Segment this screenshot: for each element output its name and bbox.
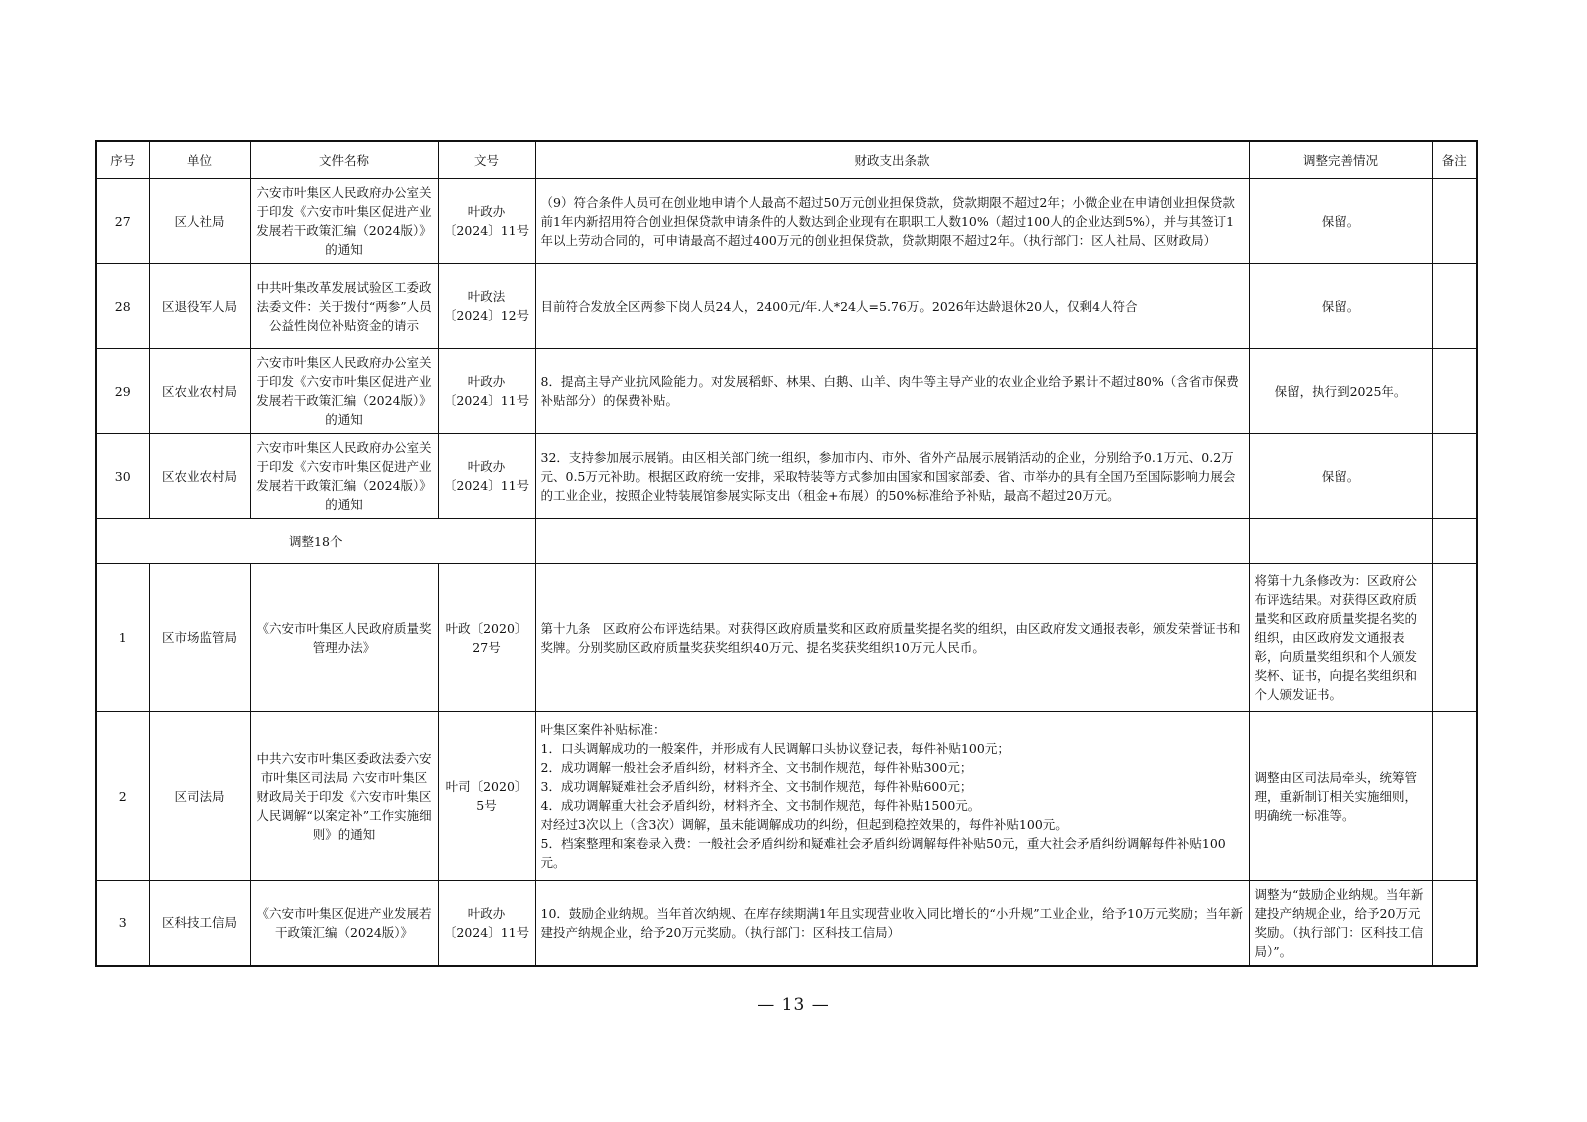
row-index: 27 — [96, 179, 149, 264]
row-doc-name: 《六安市叶集区人民政府质量奖管理办法》 — [250, 564, 438, 712]
table-row — [96, 434, 1477, 519]
row-unit: 区司法局 — [149, 712, 250, 881]
row-unit: 区人社局 — [149, 179, 250, 264]
row-index: 28 — [96, 264, 149, 349]
row-unit: 区农业农村局 — [149, 434, 250, 519]
row-clause: （9）符合条件人员可在创业地申请个人最高不超过50万元创业担保贷款，贷款期限不超过2年；小微企业在申请创业担保贷款前1年内新招用符合创业担保贷款申请条件的人数达到企业现有在职职工人数10%（超过100人的企业达到5%），并与其签订1年以上劳动合同的，可申请最高不超过400万元的创业担保贷款，贷款期限不超过2年。（执行部门：区人社局、区财政局） — [535, 179, 1249, 264]
section-empty-adjustment — [1249, 519, 1432, 564]
row-remark — [1432, 881, 1477, 966]
row-adjustment: 调整为“鼓励企业纳规。当年新建投产纳规企业，给予20万元奖励。（执行部门：区科技工信局）”。 — [1249, 881, 1432, 966]
header-adjustment: 调整完善情况 — [1249, 141, 1432, 179]
header-clause: 财政支出条款 — [535, 141, 1249, 179]
section-empty-clause — [535, 519, 1249, 564]
row-doc-no: 叶政办〔2024〕11号 — [438, 349, 535, 434]
row-remark — [1432, 434, 1477, 519]
row-remark — [1432, 564, 1477, 712]
section-empty-remark — [1432, 519, 1477, 564]
row-clause: 第十九条 区政府公布评选结果。对获得区政府质量奖和区政府质量奖提名奖的组织，由区政府发文通报表彰，颁发荣誉证书和奖牌。分别奖励区政府质量奖获奖组织40万元、提名奖获奖组织10万元人民币。 — [535, 564, 1249, 712]
row-doc-name: 《六安市叶集区促进产业发展若干政策汇编（2024版）》 — [250, 881, 438, 966]
row-doc-no: 叶政法〔2024〕12号 — [438, 264, 535, 349]
row-doc-no: 叶政办〔2024〕11号 — [438, 881, 535, 966]
table-row — [96, 564, 1477, 712]
row-index: 29 — [96, 349, 149, 434]
row-index: 2 — [96, 712, 149, 881]
row-adjustment: 保留。 — [1249, 434, 1432, 519]
row-clause: 32．支持参加展示展销。由区相关部门统一组织，参加市内、市外、省外产品展示展销活动的企业，分别给予0.1万元、0.2万元、0.5万元补助。根据区政府统一安排，采取特装等方式参加由国家和国家部委、省、市举办的具有全国乃至国际影响力展会的工业企业，按照企业特装展馆参展实际支出（租金+布展）的50%标准给予补贴，最高不超过20万元。 — [535, 434, 1249, 519]
row-clause: 8．提高主导产业抗风险能力。对发展稻虾、林果、白鹅、山羊、肉牛等主导产业的农业企业给予累计不超过80%（含省市保费补贴部分）的保费补贴。 — [535, 349, 1249, 434]
row-doc-name: 中共六安市叶集区委政法委六安市叶集区司法局 六安市叶集区财政局关于印发《六安市叶集区人民调解“以案定补”工作实施细则》的通知 — [250, 712, 438, 881]
row-adjustment: 将第十九条修改为：区政府公布评选结果。对获得区政府质量奖和区政府质量奖提名奖的组织，由区政府发文通报表彰，向质量奖组织和个人颁发奖杯、证书，向提名奖组织和个人颁发证书。 — [1249, 564, 1432, 712]
row-adjustment: 保留，执行到2025年。 — [1249, 349, 1432, 434]
header-doc-no: 文号 — [438, 141, 535, 179]
row-index: 3 — [96, 881, 149, 966]
section-row — [96, 519, 1477, 564]
row-doc-name: 中共叶集改革发展试验区工委政法委文件：关于拨付“两参”人员公益性岗位补贴资金的请示 — [250, 264, 438, 349]
row-doc-name: 六安市叶集区人民政府办公室关于印发《六安市叶集区促进产业发展若干政策汇编（2024版）》的通知 — [250, 349, 438, 434]
row-adjustment: 保留。 — [1249, 179, 1432, 264]
row-unit: 区退役军人局 — [149, 264, 250, 349]
row-unit: 区市场监管局 — [149, 564, 250, 712]
row-clause: 叶集区案件补贴标准： 1．口头调解成功的一般案件，并形成有人民调解口头协议登记表，每件补贴100元； 2．成功调解一般社会矛盾纠纷，材料齐全、文书制作规范，每件补贴300元； 3．成功调解疑难社会矛盾纠纷，材料齐全、文书制作规范，每件补贴600元； 4．成功调解重大社会矛盾纠纷，材料齐全、文书制作规范，每件补贴1500元。 对经过3次以上（含3次）调解，虽未能调解成功的纠纷，但起到稳控效果的，每件补贴100元。 5．档案整理和案卷录入费：一般社会矛盾纠纷和疑难社会矛盾纠纷调解每件补贴50元，重大社会矛盾纠纷调解每件补贴100元。 — [535, 712, 1249, 881]
row-doc-no: 叶司〔2020〕5号 — [438, 712, 535, 881]
table-row — [96, 712, 1477, 881]
table-row — [96, 349, 1477, 434]
row-index: 30 — [96, 434, 149, 519]
row-doc-no: 叶政办〔2024〕11号 — [438, 179, 535, 264]
row-adjustment: 保留。 — [1249, 264, 1432, 349]
row-doc-name: 六安市叶集区人民政府办公室关于印发《六安市叶集区促进产业发展若干政策汇编（2024版）》的通知 — [250, 179, 438, 264]
table-header-row — [96, 141, 1477, 179]
row-index: 1 — [96, 564, 149, 712]
section-label: 调整18个 — [96, 519, 535, 564]
row-unit: 区科技工信局 — [149, 881, 250, 966]
row-doc-name: 六安市叶集区人民政府办公室关于印发《六安市叶集区促进产业发展若干政策汇编（2024版）》的通知 — [250, 434, 438, 519]
row-doc-no: 叶政〔2020〕27号 — [438, 564, 535, 712]
row-clause: 目前符合发放全区两参下岗人员24人，2400元/年.人*24人=5.76万。2026年达龄退休20人，仅剩4人符合 — [535, 264, 1249, 349]
header-doc-name: 文件名称 — [250, 141, 438, 179]
page-number: — 13 — — [757, 995, 830, 1015]
row-remark — [1432, 349, 1477, 434]
row-unit: 区农业农村局 — [149, 349, 250, 434]
policy-table — [95, 140, 1478, 967]
table-row — [96, 881, 1477, 966]
row-remark — [1432, 264, 1477, 349]
header-index: 序号 — [96, 141, 149, 179]
header-remark: 备注 — [1432, 141, 1477, 179]
header-unit: 单位 — [149, 141, 250, 179]
table-row — [96, 264, 1477, 349]
row-clause: 10．鼓励企业纳规。当年首次纳规、在库存续期满1年且实现营业收入同比增长的“小升规”工业企业，给予10万元奖励；当年新建投产纳规企业，给予20万元奖励。（执行部门：区科技工信局） — [535, 881, 1249, 966]
row-doc-no: 叶政办〔2024〕11号 — [438, 434, 535, 519]
table-row — [96, 179, 1477, 264]
row-remark — [1432, 179, 1477, 264]
row-remark — [1432, 712, 1477, 881]
row-adjustment: 调整由区司法局牵头，统筹管理，重新制订相关实施细则，明确统一标准等。 — [1249, 712, 1432, 881]
